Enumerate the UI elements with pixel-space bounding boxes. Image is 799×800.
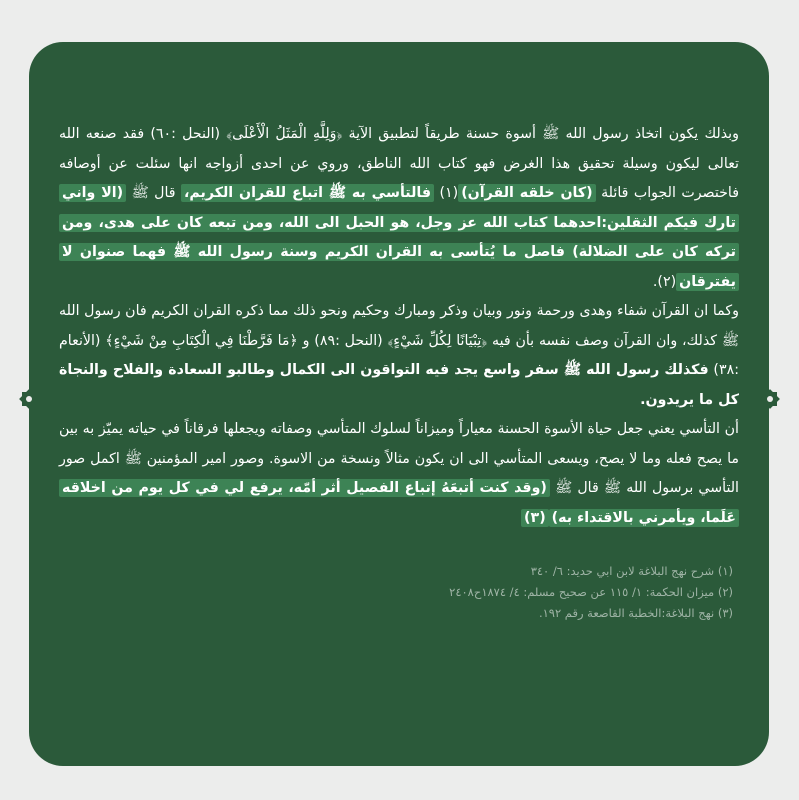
footnote-ref: (٢). (652, 273, 677, 290)
eight-point-star-icon (16, 386, 42, 412)
footnote-3: (٣) نهج البلاغة:الخطبة القاصعة رقم ١٩٢. (538, 606, 733, 620)
highlighted-quote: فالتأسي به ﷺ اتباع للقران الكريم، (181, 184, 434, 202)
segment: وكما ان القرآن شفاء وهدى ورحمة ونور وبيان وذكر ومبارك وحكيم ونحو ذلك مما ذكره القران الكريم فان رسول الله ﷺ كذلك، وان القرآن وصف نفسه بأن فيه ﴿تِبْيَانًا لِكُلِّ شَيْءٍ﴾ (النحل :٨٩) و ﴿مَا فَرَّطْنَا فِي الْكِتَابِ مِنْ شَيْءٍ﴾ (الأنعام :٣٨) (59, 303, 740, 378)
article-body (59, 120, 739, 533)
content-card (29, 42, 769, 766)
segment: وبذلك يكون اتخاذ رسول الله ﷺ أسوة حسنة طريقاً لتطبيق الآية ﴿وَلِلَّهِ الْمَثَلُ الْأَعْلَى﴾ (النحل :٦٠) فقد صنعه الله تعالى ليكون وسيلة تحقيق هذا الغرض فهو كتاب الله الناطق، وروي عن احدى أزواجه انها سئلت عن أوصافه فاختصرت الجواب قائلة (59, 126, 739, 201)
footnote-2: (٢) ميزان الحكمة: ١/ ١١٥ عن صحيح مسلم: ٤/ ١٨٧٤ح٢٤٠٨ (449, 585, 733, 599)
footnote-ref: (١) (434, 185, 459, 201)
footnotes (59, 561, 739, 624)
highlighted-quote: (كان خلقه القرآن) (458, 184, 595, 202)
bold-segment: فكذلك رسول الله ﷺ سفر واسع يجد فيه التواقون الى الكمال وطالبو السعادة والفلاح والنجاة كل ما يريدون. (59, 362, 739, 408)
segment: قال ﷺ (126, 185, 182, 201)
highlighted-quote: (الا واني تارك فيكم الثقلين:احدهما كتاب الله عز وجل، هو الحبل الى الله، ومن تبعه كان على هدى، ومن تركه كان على الضلالة) فاصل ما يُتأسى به القران الكريم وسنة رسول الله ﷺ فهما صنوان لا يفترقان (59, 184, 739, 291)
footnote-ref: (٣) (521, 509, 549, 527)
paragraph-2 (59, 297, 739, 415)
highlighted-quote: (وقد كنت أتبعَهُ إتباع الفصيل أثر أمّه، يرفع لي في كل يوم من اخلاقه عَلَما، ويأمرني بالاقتداء به) (59, 479, 739, 527)
paragraph-1 (59, 120, 739, 297)
paragraph-3 (59, 415, 739, 533)
footnote-1: (١) شرح نهج البلاغة لابن ابي حديد: ٦/ ٣٤٠ (530, 564, 733, 578)
eight-point-star-icon (757, 386, 783, 412)
segment: أن التأسي يعني جعل حياة الأسوة الحسنة معياراً وميزاناً لسلوك المتأسي وصفاته ويجعلها فرقاناً في حياته يميّز به بين ما يصح فعله وما لا يصح، ويسعى المتأسي الى ان يكون مثالاً ونسخة من الاسوة. وصور امير المؤمنين ﷺ اكمل صور التأسي برسول الله ﷺ قال ﷺ (59, 421, 740, 496)
